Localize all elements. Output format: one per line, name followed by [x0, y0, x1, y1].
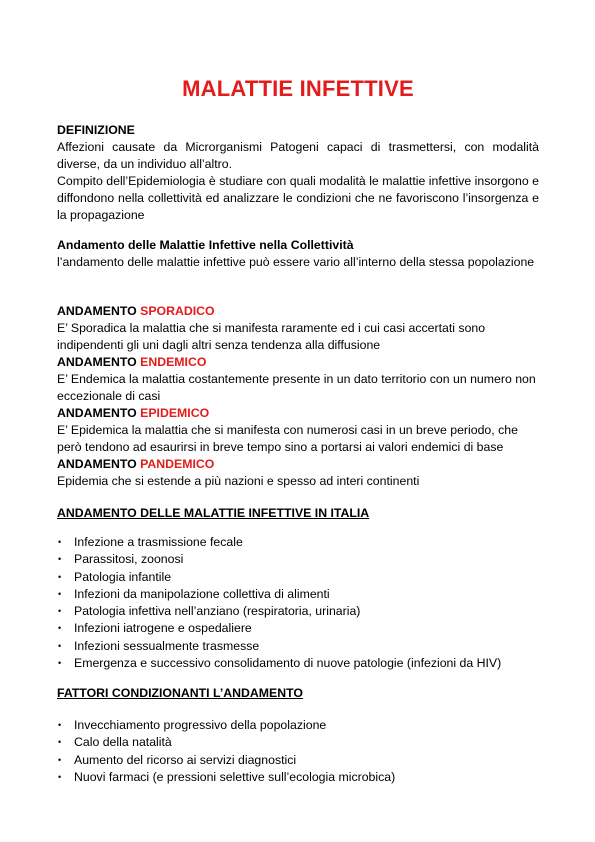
list-item: • Invecchiamento progressivo della popolazione — [57, 717, 539, 734]
andamento-prefix: ANDAMENTO — [57, 406, 141, 420]
fattori-section — [57, 685, 539, 702]
list-item: • Infezioni da manipolazione collettiva di alimenti — [57, 586, 539, 603]
list-item: • Calo della natalità — [57, 734, 539, 751]
bullet-icon: • — [58, 771, 62, 782]
fattori-list-container — [57, 717, 539, 786]
andamento-type-sporadico: SPORADICO — [140, 304, 215, 318]
bullet-icon: • — [58, 737, 62, 748]
bullet-icon: • — [58, 720, 62, 730]
italia-heading: ANDAMENTO DELLE MALATTIE INFETTIVE IN ITALIA — [57, 506, 370, 520]
definizione-section — [57, 122, 539, 224]
bullet-icon: • — [58, 554, 62, 565]
bullet-icon: • — [58, 640, 62, 651]
andamento-endemico-heading — [57, 354, 539, 371]
definizione-heading: DEFINIZIONE — [57, 123, 135, 137]
andamento-type-endemico: ENDEMICO — [140, 355, 207, 369]
list-item: • Emergenza e successivo consolidamento di nuove patologie (infezioni da HIV) — [57, 655, 539, 672]
andamento-prefix: ANDAMENTO — [57, 355, 141, 369]
italia-list-container — [57, 534, 539, 672]
bullet-icon: • — [58, 571, 62, 582]
list-item: • Patologia infettiva nell’anziano (respiratoria, urinaria) — [57, 603, 539, 620]
definizione-paragraph-1: Affezioni causate da Microrganismi Patogeni capaci di trasmettersi, con modalità diverse, da un individuo all’altro. — [57, 140, 539, 171]
list-item: • Nuovi farmaci (e pressioni selettive sull’ecologia microbica) — [57, 769, 539, 786]
andamento-collettivita-heading: Andamento delle Malattie Infettive nella Collettività — [57, 238, 354, 252]
andamenti-section — [57, 303, 539, 490]
page-title: MALATTIE INFETTIVE — [182, 76, 414, 101]
andamento-type-epidemico: EPIDEMICO — [140, 406, 210, 420]
andamento-pandemico-heading — [57, 456, 539, 473]
andamento-prefix: ANDAMENTO — [57, 457, 141, 471]
list-item: • Patologia infantile — [57, 569, 539, 586]
andamento-sporadico-text: E’ Sporadica la malattia che si manifesta raramente ed i cui casi accertati sono indipendenti gli uni dagli altri senza tendenza alla diffusione — [57, 321, 486, 352]
list-item: • Infezione a trasmissione fecale — [57, 534, 539, 551]
andamento-prefix: ANDAMENTO — [57, 304, 141, 318]
list-item: • Infezioni iatrogene e ospedaliere — [57, 620, 539, 637]
andamento-epidemico-heading — [57, 405, 539, 422]
italia-list — [57, 534, 539, 672]
bullet-icon: • — [58, 623, 62, 634]
bullet-icon: • — [58, 588, 62, 599]
list-item: • Parassitosi, zoonosi — [57, 551, 539, 568]
andamento-pandemico-text: Epidemia che si estende a più nazioni e spesso ad interi continenti — [57, 474, 420, 488]
bullet-icon: • — [58, 658, 62, 669]
andamento-endemico-text: E’ Endemica la malattia costantemente presente in un dato territorio con un numero non eccezionale di casi — [57, 372, 536, 403]
andamento-collettivita-text: l’andamento delle malattie infettive può essere vario all’interno della stessa popolazione — [57, 255, 535, 269]
andamento-collettivita-section — [57, 237, 539, 271]
andamento-type-pandemico: PANDEMICO — [140, 457, 215, 471]
list-item: • Infezioni sessualmente trasmesse — [57, 638, 539, 655]
definizione-paragraph-2: Compito dell’Epidemiologia è studiare con quali modalità le malattie infettive insorgono e diffondono nella collettività ed analizzare le condizioni che ne favoriscono l’insorgenza e la propagazione — [57, 174, 539, 222]
bullet-icon: • — [58, 606, 62, 617]
fattori-heading: FATTORI CONDIZIONANTI L’ANDAMENTO — [57, 686, 303, 700]
bullet-icon: • — [58, 754, 62, 765]
andamento-epidemico-text: E’ Epidemica la malattia che si manifesta con numerosi casi in un breve periodo, che però tendono ad esaurirsi in breve tempo sino a portarsi ai valori endemici di base — [57, 423, 518, 454]
list-item: • Aumento del ricorso ai servizi diagnostici — [57, 752, 539, 769]
andamento-sporadico-heading — [57, 303, 539, 320]
italia-section — [57, 505, 539, 522]
bullet-icon: • — [58, 537, 62, 547]
fattori-list — [57, 717, 539, 786]
